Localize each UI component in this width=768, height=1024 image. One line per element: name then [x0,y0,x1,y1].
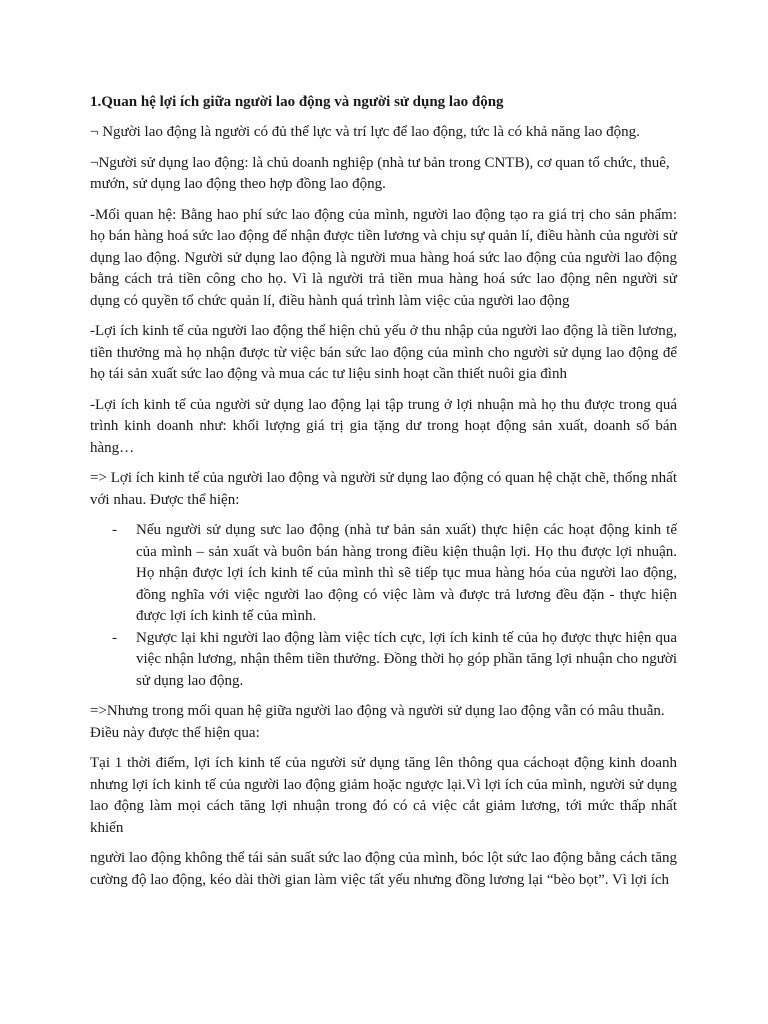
paragraph-contradiction-intro: =>Nhưng trong mối quan hệ giữa người lao động và người sử dụng lao động vẫn có mâu thuẫn. Điều này được thể hiện qua: [90,703,665,741]
paragraph-worker-definition: ¬ Người lao động là người có đủ thể lực và trí lực để lao động, tức là có khả năng lao động. [90,124,640,140]
list-item [90,520,677,628]
paragraph-worker-interest: -Lợi ích kinh tế của người lao động thể hiện chủ yếu ở thu nhập của người lao động là tiền lương, tiền thưởng mà họ nhận được từ việc bán sức lao động của mình cho người sử dụng lao động để họ tái sản xuất sức lao động và mua các tư liệu sinh hoạt cần thiết nuôi gia đình [90,323,677,382]
paragraph-contradiction-detail: Tại 1 thời điểm, lợi ích kinh tế của người sử dụng tăng lên thông qua cáchoạt động kinh doanh nhưng lợi ích kinh tế của người lao động giảm hoặc ngược lại.Vì lợi ích của mình, người sử dụng lao động làm mọi cách tăng lợi nhuận trong đó có cả việc cắt giảm lương, tới mức thấp nhất khiến [90,755,677,836]
paragraph-employer-definition: ¬Người sử dụng lao động: là chủ doanh nghiệp (nhà tư bản trong CNTB), cơ quan tổ chức, thuê, mướn, sử dụng lao động theo hợp đồng lao động. [90,154,670,192]
bullet-text: Nếu người sử dụng sưc lao động (nhà tư bản sản xuất) thực hiện các hoạt động kinh tế của mình – sản xuất và buôn bán hàng trong điều kiện thuận lợi. Họ thu được lợi nhuận. Họ nhận được lợi ích kinh tế của mình thì sẽ tiếp tục mua hàng hóa của người lao động, đồng nghĩa với việc người lao động có việc làm và được trả lương đều đặn - thực hiện được lợi ích kinh tế của mình. [136,522,677,624]
bullet-dash: - [112,629,117,646]
bullet-text: Ngược lại khi người lao động làm việc tích cực, lợi ích kinh tế của họ được thực hiện qua việc nhận lương, nhận thêm tiền thưởng. Đồng thời họ góp phần tăng lợi nhuận cho người sử dụng lao động. [136,629,677,689]
list-item [90,628,677,693]
bullet-list [90,520,677,692]
paragraph-employer-interest: -Lợi ích kinh tế của người sử dụng lao động lại tập trung ở lợi nhuận mà họ thu được trong quá trình kinh doanh như: khối lượng giá trị gia tặng dư trong hoạt động sản xuất, doanh số bán hàng… [90,396,677,456]
bullet-dash: - [112,522,117,538]
document-page [90,92,677,900]
section-heading: 1.Quan hệ lợi ích giữa người lao động và người sử dụng lao động [90,94,504,110]
paragraph-unity-conclusion: => Lợi ích kinh tế của người lao động và người sử dụng lao động có quan hệ chặt chẽ, thống nhất với nhau. Được thể hiện: [90,470,677,508]
paragraph-relationship: -Mối quan hệ: Bằng hao phí sức lao động của mình, người lao động tạo ra giá trị cho sản phẩm: họ bán hàng hoá sức lao động để nhận được tiền lương và chịu sự quản lí, điều hành của người sử dụng lao động. Người sử dụng lao động là người mua hàng hoá sức lao động của người lao động bằng cách trả tiền công cho họ. Vì là người trả tiền mua hàng hoá sức lao động nên người sử dụng có quyền tổ chức quản lí, điều hành quá trình làm việc của người lao động [90,206,677,309]
paragraph-contradiction-continued: người lao động không thể tái sản suất sức lao động của mình, bóc lột sức lao động bằng cách tăng cường độ lao động, kéo dài thời gian làm việc tất yếu nhưng đồng lương lại “bèo bọt”. Vì lợi ích [90,850,677,888]
